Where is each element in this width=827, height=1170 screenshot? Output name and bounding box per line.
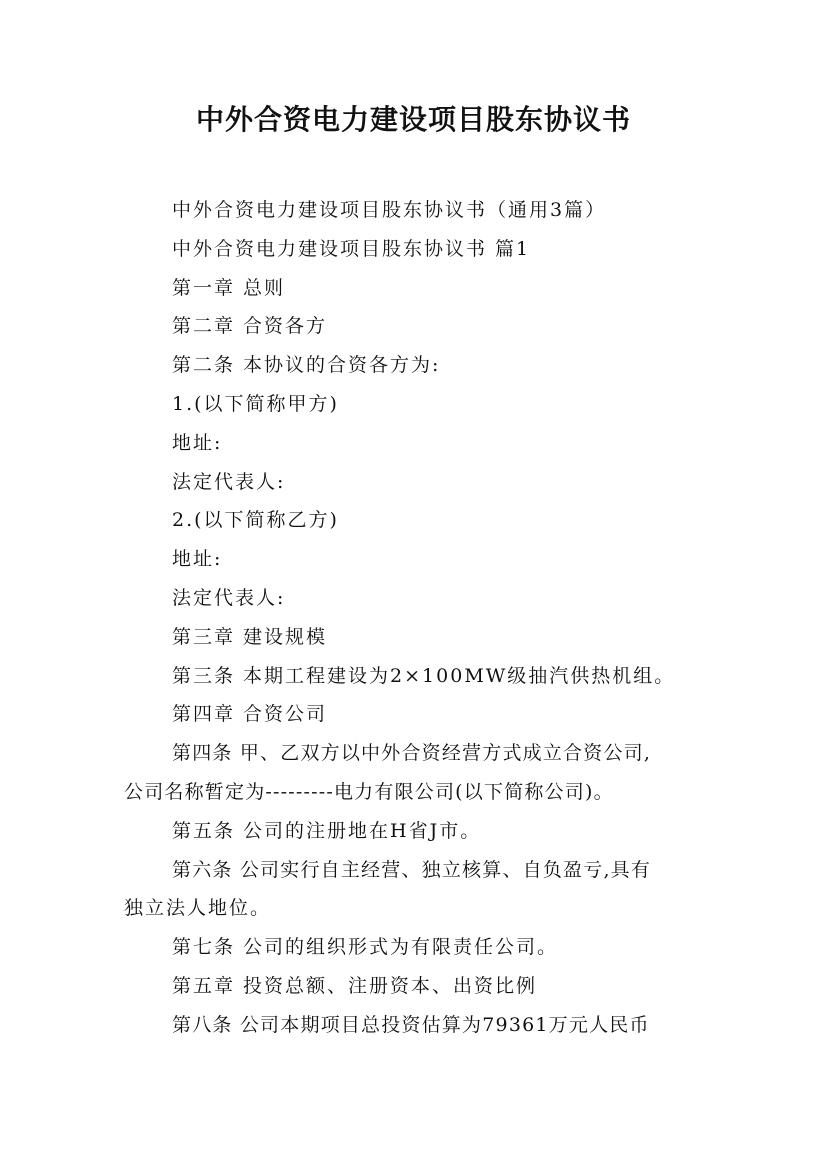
paragraph-line: 第二条 本协议的合资各方为: [172, 354, 441, 377]
paragraph-line: 地址: [172, 548, 223, 571]
paragraph-line: 2.(以下简称乙方) [172, 509, 339, 532]
paragraph-line: 法定代表人: [172, 586, 286, 609]
paragraph-line: 第四条 甲、乙双方以中外合资经营方式成立合资公司, [172, 742, 652, 765]
paragraph-line: 第三章 建设规模 [172, 625, 328, 648]
paragraph-line: 中外合资电力建设项目股东协议书 篇1 [172, 237, 531, 260]
paragraph-line: 第一章 总则 [172, 276, 286, 299]
paragraph-line: 第四章 合资公司 [172, 703, 328, 726]
paragraph-line: 1.(以下简称甲方) [172, 392, 339, 415]
paragraph-line: 地址: [172, 431, 223, 454]
paragraph-line: 第二章 合资各方 [172, 315, 328, 338]
paragraph-line: 第八条 公司本期项目总投资估算为79361万元人民币 [172, 1013, 650, 1036]
paragraph-line: 公司名称暂定为---------电力有限公司(以下简称公司)。 [124, 780, 614, 803]
paragraph-line: 第五章 投资总额、注册资本、出资比例 [172, 974, 538, 997]
paragraph-line: 第七条 公司的组织形式为有限责任公司。 [172, 936, 559, 959]
document-title: 中外合资电力建设项目股东协议书 [195, 103, 631, 136]
paragraph-line: 第五条 公司的注册地在H省J市。 [172, 819, 482, 842]
document-body [124, 191, 724, 1045]
paragraph-line: 中外合资电力建设项目股东协议书（通用3篇） [172, 199, 607, 221]
paragraph-line: 独立法人地位。 [124, 897, 272, 920]
paragraph-line: 法定代表人: [172, 470, 286, 493]
paragraph-line: 第三条 本期工程建设为2×100MW级抽汽供热机组。 [172, 664, 676, 687]
paragraph-line: 第六条 公司实行自主经营、独立核算、自负盈亏,具有 [172, 858, 652, 881]
